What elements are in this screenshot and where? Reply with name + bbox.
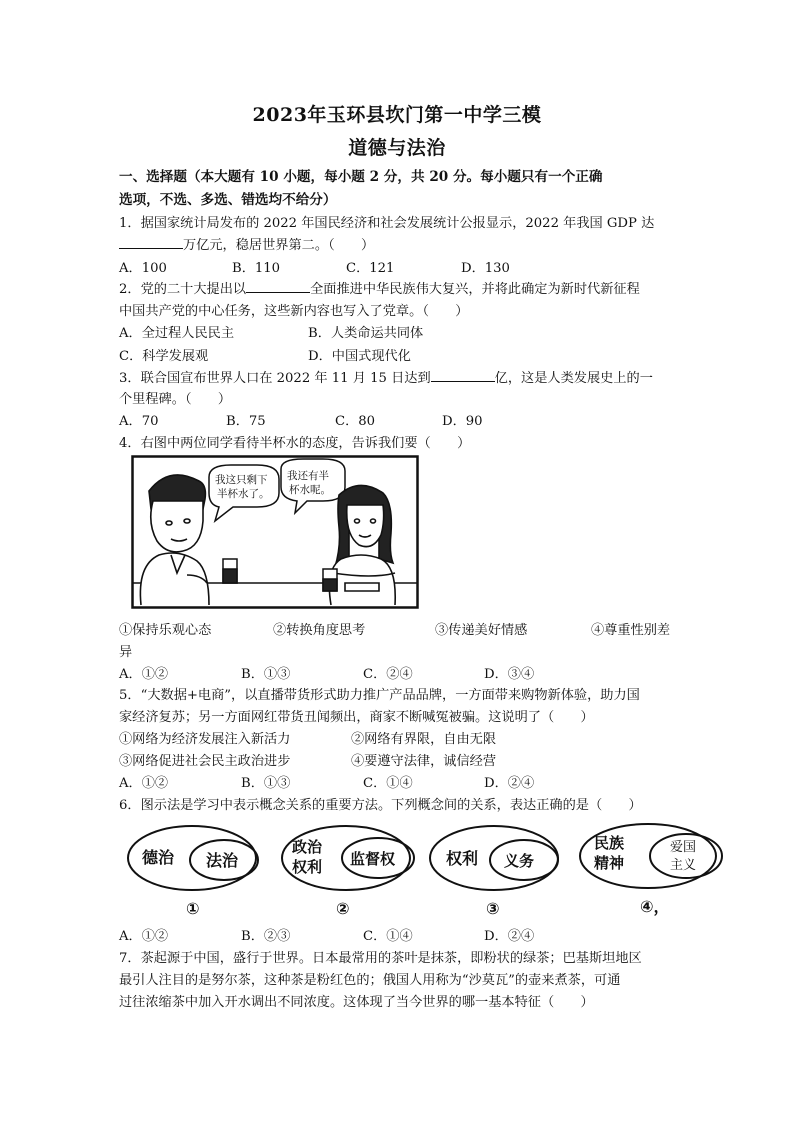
girl-speech-line2: 杯水呢。 xyxy=(289,484,331,496)
q5-option-b: B．①③ xyxy=(241,776,291,791)
diagram-4-number: ④， xyxy=(640,897,670,916)
q1-option-b: B．110 xyxy=(232,261,281,276)
q4-option-d: D．③④ xyxy=(484,667,535,682)
q3-option-d: D．90 xyxy=(442,414,483,429)
q6-option-d: D．②④ xyxy=(484,929,535,944)
q6-option-c: C．①④ xyxy=(363,929,413,944)
exam-subject: 道德与法治 xyxy=(348,137,446,159)
diagram-2-outer-label-2: 权利 xyxy=(292,858,323,876)
q5-stem-line1: 5．“大数据+电商”，以直播带货形式助力推广产品品牌，一方面带来购物新体验，助力国 xyxy=(119,688,640,703)
q2-option-c: C．科学发展观 xyxy=(119,349,209,364)
q5-stem-line2: 家经济复苏；另一方面网红带货丑闻频出，商家不断喊冤被骗。这说明了（ ） xyxy=(119,710,594,725)
diagram-1 xyxy=(128,826,258,918)
q5-statement-2: ②网络有界限，自由无限 xyxy=(351,732,497,747)
diagram-3-outer-label: 权利 xyxy=(446,849,479,868)
q5-option-a: A．①② xyxy=(119,776,169,791)
diagram-2-number: ② xyxy=(336,899,350,918)
q4-statement-4: ④尊重性别差 xyxy=(591,623,671,638)
q3-stem-part-a: 3．联合国宣布世界人口在 2022 年 11 月 15 日达到 xyxy=(119,371,431,386)
diagram-4-inner-label-2: 主义 xyxy=(670,858,697,873)
q1-stem-line2 xyxy=(119,234,374,253)
q3-stem-line1 xyxy=(119,367,653,386)
exam-title: 2023年玉环县坎门第一中学三模 xyxy=(252,104,542,126)
q5-statement-4: ④要遵守法律，诚信经营 xyxy=(351,754,497,769)
q4-statement-3: ③传递美好情感 xyxy=(435,623,528,638)
q2-option-a: A．全过程人民民主 xyxy=(119,326,235,341)
q3-answer-blank xyxy=(431,369,495,382)
q2-stem-line1 xyxy=(119,278,640,297)
q1-stem-line1: 1．据国家统计局发布的 2022 年国民经济和社会发展统计公报显示，2022 年我国 GDP 达 xyxy=(119,216,655,231)
q4-stem: 4．右图中两位同学看待半杯水的态度，告诉我们要（ ） xyxy=(119,436,471,451)
q4-statement-1: ①保持乐观心态 xyxy=(119,623,212,638)
q1-option-a: A．100 xyxy=(119,261,167,276)
diagram-1-number: ① xyxy=(186,899,200,918)
diagram-4 xyxy=(580,824,722,917)
q1-stem-line2-text: 万亿元，稳居世界第二。（ ） xyxy=(183,238,375,253)
q4-statement-2: ②转换角度思考 xyxy=(273,623,366,638)
q1-answer-blank xyxy=(119,236,183,249)
q1-option-c: C．121 xyxy=(346,261,395,276)
girl-figure xyxy=(329,485,395,605)
q1-option-d: D．130 xyxy=(461,261,510,276)
q7-stem-line3: 过往浓缩茶中加入开水调出不同浓度。这体现了当今世界的哪一基本特征（ ） xyxy=(119,995,594,1010)
concept-diagrams xyxy=(120,820,730,920)
q2-answer-blank xyxy=(246,280,310,293)
diagram-4-outer-label-1: 民族 xyxy=(594,834,625,852)
q3-stem-part-b: 亿，这是人类发展史上的一 xyxy=(494,371,653,386)
glass-right xyxy=(323,569,337,591)
diagram-3-number: ③ xyxy=(486,899,500,918)
q5-statement-1: ①网络为经济发展注入新活力 xyxy=(119,732,291,747)
diagram-2-inner-label: 监督权 xyxy=(350,850,396,868)
diagram-2 xyxy=(282,826,414,918)
diagram-4-outer-label-2: 精神 xyxy=(594,854,625,872)
q4-option-a: A．①② xyxy=(119,667,169,682)
q4-statement-4-wrap: 异 xyxy=(119,645,133,660)
diagram-1-inner-label: 法治 xyxy=(206,851,239,870)
diagram-1-outer-label: 德治 xyxy=(142,848,175,867)
q7-stem-line2: 最引人注目的是努尔茶，这种茶是粉红色的；俄国人用称为“沙莫瓦”的壶来煮茶，可通 xyxy=(119,973,621,988)
q6-option-b: B．②③ xyxy=(241,929,291,944)
q2-stem-line2: 中国共产党的中心任务，这些新内容也写入了党章。（ ） xyxy=(119,304,469,319)
q2-option-d: D．中国式现代化 xyxy=(308,349,411,364)
boy-speech-line1: 我这只剩下 xyxy=(215,474,268,486)
boy-speech-line2: 半杯水了。 xyxy=(217,488,270,500)
q2-stem-part-b: 全面推进中华民族伟大复兴，并将此确定为新时代新征程 xyxy=(310,282,640,297)
q6-stem: 6．图示法是学习中表示概念关系的重要方法。下列概念间的关系，表达正确的是（ ） xyxy=(119,798,642,813)
q3-option-a: A．70 xyxy=(119,414,159,429)
q3-option-c: C．80 xyxy=(335,414,376,429)
q4-option-b: B．①③ xyxy=(241,667,291,682)
q4-option-c: C．②④ xyxy=(363,667,413,682)
q2-option-b: B．人类命运共同体 xyxy=(308,326,424,341)
q5-statement-3: ③网络促进社会民主政治进步 xyxy=(119,754,291,769)
q3-stem-line2: 个里程碑。（ ） xyxy=(119,392,232,407)
q7-stem-line1: 7．茶起源于中国，盛行于世界。日本最常用的茶叶是抹茶，即粉状的绿茶；巴基斯坦地区 xyxy=(119,951,642,966)
girl-speech-line1: 我还有半 xyxy=(287,470,329,482)
section-heading-line2: 选项，不选、多选、错选均不给分） xyxy=(119,192,337,208)
q5-option-c: C．①④ xyxy=(363,776,413,791)
q6-option-a: A．①② xyxy=(119,929,169,944)
q3-option-b: B．75 xyxy=(226,414,266,429)
q5-option-d: D．②④ xyxy=(484,776,535,791)
section-heading-line1: 一、选择题（本大题有 10 小题，每小题 2 分，共 20 分。每小题只有一个正确 xyxy=(119,169,603,185)
q2-stem-part-a: 2．党的二十大提出以 xyxy=(119,282,247,297)
diagram-3 xyxy=(430,826,558,918)
half-glass-cartoon xyxy=(131,455,419,609)
diagram-3-inner-label: 义务 xyxy=(504,852,535,870)
glass-left xyxy=(223,559,237,583)
diagram-2-outer-label-1: 政治 xyxy=(292,838,323,856)
diagram-4-inner-label-1: 爱国 xyxy=(670,840,697,855)
